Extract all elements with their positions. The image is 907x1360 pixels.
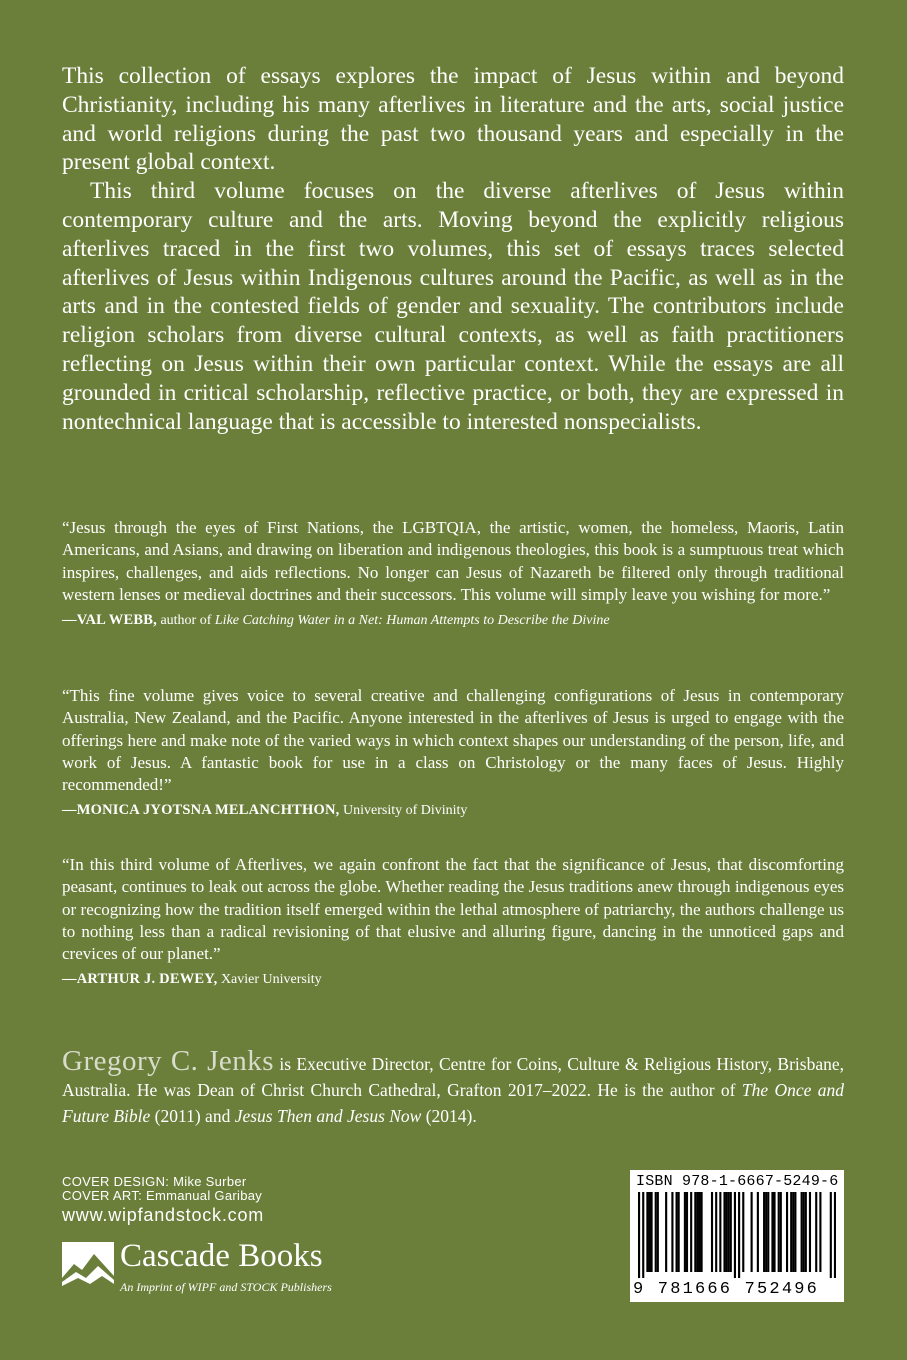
- barcode-bar: [771, 1192, 773, 1272]
- endorsement-text: “In this third volume of Afterlives, we again confront the fact that the significance of Jesus, that discomforting peasant, continues to leak out across the globe. Whether reading the Jesus traditions anew through indigenous eyes or recognizing how the tradition itself emerged within the lethal atmosphere of patriarchy, the authors challenge us to nothing less than a radical revisioning of that elusive and alluring figure, dancing in the unnoticed gaps and crevices of our planet.”: [62, 855, 844, 964]
- endorser-affiliation: University of Divinity: [343, 803, 468, 819]
- endorsement-attribution: [62, 970, 844, 989]
- author-book-2: Jesus Then and Jesus Now: [234, 1106, 422, 1126]
- barcode-bar: [742, 1192, 744, 1272]
- barcode-bar: [642, 1192, 644, 1278]
- endorsement-text: “This fine volume gives voice to several creative and challenging configurations of Jesus in contemporary Australia, New Zealand, and the Pacific. Anyone interested in the afterlives of Jesus is urged to engage with the offerings here and make note of the varied ways in which context shapes our understanding of the person, life, and work of Jesus. A fantastic book for use in a class on Christology or the many faces of Jesus. Highly recommended!”: [62, 686, 844, 795]
- barcode-bar: [690, 1192, 692, 1272]
- barcode-bar: [819, 1192, 821, 1272]
- barcode-bar: [767, 1192, 769, 1272]
- barcode-bar: [765, 1192, 767, 1272]
- barcode-bar: [726, 1192, 728, 1272]
- author-book-1: The Once and Future Bible: [62, 1080, 844, 1126]
- barcode-bar: [751, 1192, 753, 1272]
- barcode-bar: [696, 1192, 698, 1272]
- barcode-bar: [780, 1192, 782, 1272]
- barcode-bar: [794, 1192, 796, 1272]
- endorser-book-title: Like Catching Water in a Net: Human Attempts to Describe the Divine: [214, 613, 610, 629]
- credit-label: COVER ART:: [62, 1188, 143, 1203]
- cover-art-credit: [62, 1189, 262, 1203]
- publisher-logo: [62, 1240, 392, 1300]
- barcode-bar: [792, 1192, 794, 1272]
- barcode-bar: [651, 1192, 653, 1272]
- barcode-bar: [701, 1192, 703, 1272]
- barcode-bar: [638, 1192, 640, 1278]
- barcode-bar: [738, 1192, 740, 1278]
- endorser-name: —MONICA JYOTSNA MELANCHTHON,: [62, 802, 340, 819]
- endorsement-attribution: [62, 801, 844, 820]
- barcode-bar: [803, 1192, 805, 1272]
- barcode-bar: [728, 1192, 730, 1272]
- isbn-label: ISBN 978-1-6667-5249-6: [636, 1173, 839, 1190]
- author-bio: [62, 1045, 844, 1129]
- barcode-bar: [655, 1192, 657, 1272]
- endorser-affiliation: author of: [160, 613, 212, 629]
- barcode-bar: [773, 1192, 775, 1272]
- publisher-name: Cascade Books: [120, 1238, 323, 1274]
- barcode-bar: [686, 1192, 688, 1272]
- barcode-bar: [694, 1192, 696, 1272]
- barcode-bar: [711, 1192, 713, 1272]
- endorsement-3: [62, 854, 844, 989]
- endorsement-1: [62, 517, 844, 630]
- barcode-bar: [657, 1192, 659, 1272]
- credit-label: COVER DESIGN:: [62, 1174, 170, 1189]
- endorsement-attribution: [62, 611, 844, 630]
- endorsement-text: “Jesus through the eyes of First Nations, the LGBTQIA, the artistic, women, the homeless, Maoris, Latin Americans, and Asians, and drawing on liberation and indigenous theologies, this book is a sumptuous treat which inspires, challenges, and aids reflections. No longer can Jesus of Nazareth be filtered only through traditional western lenses or medieval doctrines and their successors. This volume will simply leave you wishing for more.”: [62, 518, 844, 604]
- barcode-bar: [778, 1192, 780, 1272]
- barcode-bar: [763, 1192, 765, 1272]
- credit-name: Emmanual Garibay: [145, 1188, 263, 1203]
- barcode-bar: [646, 1192, 648, 1272]
- barcode-bar: [809, 1192, 811, 1272]
- barcode-bar: [730, 1192, 732, 1272]
- isbn-digits: 9 781666 752496: [633, 1280, 820, 1299]
- barcode-bar: [834, 1192, 836, 1278]
- endorser-affiliation: Xavier University: [220, 972, 322, 988]
- barcode-bar: [715, 1192, 717, 1272]
- barcode-bar: [815, 1192, 817, 1272]
- book-description: [62, 62, 844, 436]
- barcode-bar: [790, 1192, 792, 1272]
- barcode-bar: [734, 1192, 736, 1278]
- barcode-bar: [698, 1192, 700, 1272]
- description-paragraph-2: This third volume focuses on the diverse afterlives of Jesus within contemporary culture and the arts. Moving beyond the explicitly religious afterlives traced in the first two volumes, this set of essays traces selected afterlives of Jesus within Indigenous cultures around the Pacific, as well as in the arts and in the contested fields of gender and sexuality. The contributors include religion scholars from diverse cultural contexts, as well as faith practitioners reflecting on Jesus within their own particular context. While the essays are all grounded in critical scholarship, reflective practice, or both, they are expressed in nontechnical language that is accessible to interested nonspecialists.: [62, 178, 844, 435]
- publisher-website[interactable]: www.wipfandstock.com: [62, 1205, 265, 1225]
- barcode-bar: [676, 1192, 678, 1272]
- barcode-bar: [684, 1192, 686, 1272]
- barcode-bar: [830, 1192, 832, 1278]
- publisher-imprint: An Imprint of WIPF and STOCK Publishers: [120, 1280, 332, 1294]
- description-paragraph-1: This collection of essays explores the impact of Jesus within and beyond Christianity, including his many afterlives in literature and the arts, social justice and world religions during the past two thousand years and especially in the present global context.: [62, 63, 844, 176]
- author-bio-text-3: (2014).: [421, 1106, 477, 1126]
- barcode-bar: [757, 1192, 759, 1272]
- author-name: Gregory C. Jenks: [62, 1045, 275, 1077]
- cover-design-credit: [62, 1175, 262, 1189]
- mountain-logo-icon: [62, 1242, 114, 1292]
- author-bio-text-2: (2011) and: [150, 1106, 235, 1126]
- barcode-bar: [786, 1192, 788, 1272]
- barcode-bar: [723, 1192, 725, 1272]
- endorsement-2: [62, 685, 844, 820]
- endorser-name: —VAL WEBB,: [62, 612, 157, 629]
- cover-credits: [62, 1175, 262, 1203]
- barcode: [638, 1192, 836, 1278]
- credit-name: Mike Surber: [173, 1174, 247, 1189]
- barcode-bar: [648, 1192, 650, 1272]
- endorser-name: —ARTHUR J. DEWEY,: [62, 971, 218, 988]
- barcode-bar: [665, 1192, 667, 1272]
- barcode-bar: [678, 1192, 680, 1272]
- isbn-barcode-box: [630, 1170, 844, 1302]
- barcode-bar: [671, 1192, 673, 1272]
- barcode-bar: [805, 1192, 807, 1272]
- barcode-bar: [719, 1192, 721, 1272]
- barcode-bar: [801, 1192, 803, 1272]
- author-bio-text: is Executive Director, Centre for Coins, Culture & Religious History, Brisbane, Australia. He was Dean of Christ Church Cathedral, Grafton 2017–2022. He is the author of: [62, 1054, 844, 1100]
